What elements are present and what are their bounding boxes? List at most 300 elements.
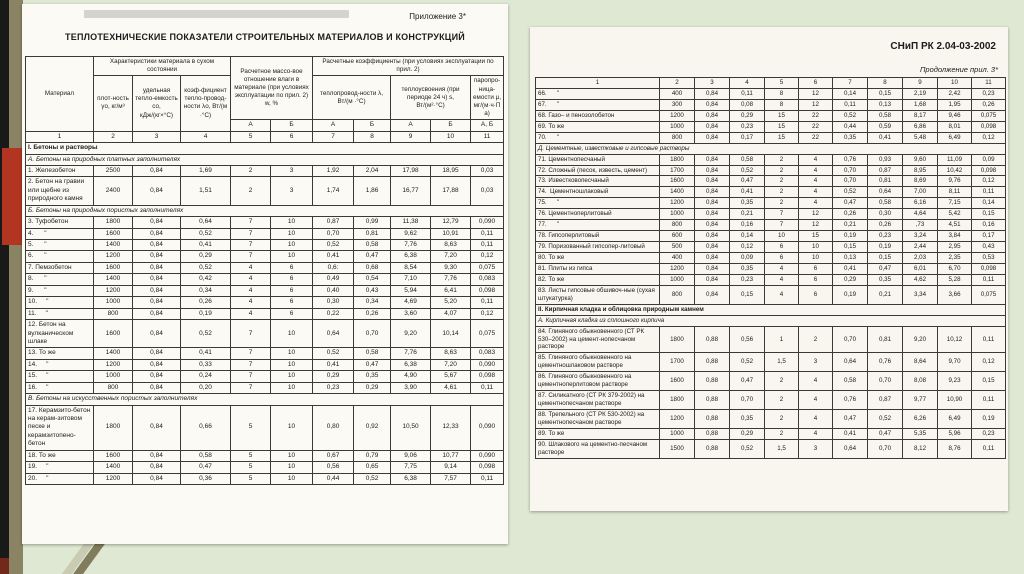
value-cell: 12 — [799, 99, 833, 110]
value-cell: 1600 — [94, 228, 133, 239]
value-cell: 6 — [765, 253, 799, 264]
value-cell: 4 — [765, 285, 799, 304]
column-number-cell: 11 — [471, 131, 504, 142]
value-cell: 0,09 — [972, 154, 1006, 165]
value-cell: 5 — [231, 450, 271, 461]
value-cell: 4,62 — [903, 274, 938, 285]
value-cell: 7,15 — [938, 198, 972, 209]
value-cell: 10 — [799, 242, 833, 253]
value-cell: 7,20 — [431, 359, 471, 370]
value-cell: 0,70 — [313, 228, 354, 239]
value-cell: 0,30 — [868, 209, 903, 220]
value-cell: 9,46 — [938, 110, 972, 121]
value-cell: 5,35 — [903, 428, 938, 439]
column-number-cell: 11 — [972, 78, 1006, 89]
value-cell: 8,64 — [903, 353, 938, 372]
value-cell: 0,84 — [695, 253, 730, 264]
value-cell: 8,17 — [903, 110, 938, 121]
table-row — [536, 187, 1006, 198]
section-header: I. Бетоны и растворы — [26, 143, 504, 154]
value-cell: 600 — [660, 231, 695, 242]
value-cell: 10 — [271, 462, 313, 473]
col-header-conductivity: коэф-фициент тепло-провод-ности λо, Вт/(м ·°С) — [181, 76, 231, 131]
value-cell: 10 — [271, 405, 313, 450]
value-cell: 4 — [231, 262, 271, 273]
value-cell: 15 — [765, 132, 799, 143]
value-cell: 3 — [799, 439, 833, 458]
value-cell: 800 — [660, 220, 695, 231]
value-cell: 7,57 — [431, 473, 471, 484]
value-cell: 0,23 — [972, 428, 1006, 439]
value-cell: 22 — [799, 121, 833, 132]
value-cell: 4 — [765, 274, 799, 285]
document-page-right — [530, 27, 1008, 511]
value-cell: 17,88 — [431, 177, 471, 205]
table-row — [26, 405, 504, 450]
value-cell: 6,41 — [431, 285, 471, 296]
value-cell: 0,84 — [695, 88, 730, 99]
table-row — [536, 439, 1006, 458]
value-cell: 1600 — [94, 320, 133, 348]
value-cell: 8,12 — [903, 439, 938, 458]
value-cell: 0,70 — [833, 165, 868, 176]
material-name-cell: 2. Бетон на гравии или щебне из природного камня — [26, 177, 94, 205]
column-number-cell: 9 — [391, 131, 431, 142]
value-cell: 0,84 — [695, 110, 730, 121]
value-cell: 0,075 — [972, 285, 1006, 304]
value-cell: 0,19 — [181, 308, 231, 319]
material-name-cell: 15. " — [26, 371, 94, 382]
material-name-cell: 83. Листы гипсовые обшивоч-ные (сухая штукатурка) — [536, 285, 660, 304]
value-cell: 2500 — [94, 165, 133, 176]
value-cell: 6 — [799, 263, 833, 274]
material-name-cell: 70. " — [536, 132, 660, 143]
value-cell: 0,23 — [730, 121, 765, 132]
table-row — [536, 428, 1006, 439]
value-cell: 0,88 — [695, 391, 730, 410]
value-cell: 0,11 — [972, 391, 1006, 410]
column-number-cell: 8 — [354, 131, 391, 142]
table-row — [536, 391, 1006, 410]
value-cell: 0,84 — [695, 285, 730, 304]
subsection-header: Б. Бетоны на природных пористых заполнителях — [26, 205, 504, 216]
value-cell: 0,34 — [181, 285, 231, 296]
value-cell: 12 — [799, 220, 833, 231]
value-cell: 4,90 — [391, 371, 431, 382]
value-cell: 15 — [765, 121, 799, 132]
value-cell: 0,52 — [730, 165, 765, 176]
subsection-header: Д. Цементные, известковые и гипсовые растворы — [536, 143, 1006, 154]
material-name-cell: 1. Железобетон — [26, 165, 94, 176]
materials-table-right — [535, 77, 1006, 459]
value-cell: 6 — [271, 285, 313, 296]
value-cell: 10 — [271, 240, 313, 251]
value-cell: 0,08 — [730, 99, 765, 110]
value-cell: 1200 — [94, 473, 133, 484]
value-cell: 1600 — [660, 372, 695, 391]
value-cell: 0,36 — [181, 473, 231, 484]
value-cell: 7,76 — [391, 240, 431, 251]
value-cell: 6 — [799, 285, 833, 304]
value-cell: 6 — [271, 297, 313, 308]
value-cell: 0,11 — [471, 240, 504, 251]
value-cell: 0,14 — [730, 231, 765, 242]
value-cell: 4 — [799, 391, 833, 410]
material-name-cell: 3. Туфобетон — [26, 217, 94, 228]
value-cell: 4 — [799, 165, 833, 176]
material-name-cell: 9. " — [26, 285, 94, 296]
value-cell: 5,28 — [938, 274, 972, 285]
value-cell: 2,19 — [903, 88, 938, 99]
value-cell: 0,14 — [833, 88, 868, 99]
ab-subcolumn-cell: А — [391, 120, 431, 131]
column-number-cell: 2 — [94, 131, 133, 142]
table-row — [536, 231, 1006, 242]
value-cell: 0,11 — [730, 88, 765, 99]
value-cell: 0,84 — [695, 121, 730, 132]
material-name-cell: 13. То же — [26, 348, 94, 359]
value-cell: 0,090 — [471, 450, 504, 461]
value-cell: 6,49 — [938, 410, 972, 429]
col-header-density: плот-ность γо, кг/м³ — [94, 76, 133, 131]
value-cell: ,73 — [903, 220, 938, 231]
material-name-cell: 12. Бетон на вулканическом шлаке — [26, 320, 94, 348]
material-name-cell: 4. " — [26, 228, 94, 239]
value-cell: 3 — [271, 165, 313, 176]
subsection-header: А. Бетоны на природных платных заполнителях — [26, 154, 504, 165]
value-cell: 5,42 — [938, 209, 972, 220]
value-cell: 0,090 — [471, 405, 504, 450]
value-cell: 10 — [271, 228, 313, 239]
column-number-cell: 2 — [660, 78, 695, 89]
value-cell: 0,52 — [181, 228, 231, 239]
value-cell: 7 — [231, 359, 271, 370]
value-cell: 0,42 — [181, 274, 231, 285]
value-cell: 7,20 — [431, 251, 471, 262]
value-cell: 0,76 — [868, 353, 903, 372]
value-cell: 2 — [765, 198, 799, 209]
value-cell: 4 — [799, 176, 833, 187]
value-cell: 0,84 — [695, 242, 730, 253]
value-cell: 2 — [231, 165, 271, 176]
value-cell: 0,35 — [730, 198, 765, 209]
column-number-cell: 7 — [833, 78, 868, 89]
table-row — [26, 228, 504, 239]
value-cell: 7,76 — [391, 348, 431, 359]
value-cell: 0,84 — [133, 462, 181, 473]
value-cell: 500 — [660, 242, 695, 253]
value-cell: 2 — [765, 372, 799, 391]
value-cell: 0,15 — [972, 209, 1006, 220]
table-row — [536, 410, 1006, 429]
value-cell: 0,52 — [313, 348, 354, 359]
value-cell: 0,41 — [313, 359, 354, 370]
value-cell: 1200 — [660, 263, 695, 274]
value-cell: 10 — [271, 320, 313, 348]
value-cell: 0,84 — [133, 308, 181, 319]
value-cell: 2 — [765, 176, 799, 187]
value-cell: 1200 — [94, 359, 133, 370]
value-cell: 1200 — [660, 198, 695, 209]
value-cell: 9,70 — [938, 353, 972, 372]
value-cell: 6 — [271, 262, 313, 273]
value-cell: 0,21 — [833, 220, 868, 231]
table-row — [26, 165, 504, 176]
value-cell: 0,03 — [471, 177, 504, 205]
value-cell: 9,20 — [391, 320, 431, 348]
value-cell: 11,38 — [391, 217, 431, 228]
value-cell: 0,33 — [181, 359, 231, 370]
material-name-cell: 10. " — [26, 297, 94, 308]
value-cell: 0,26 — [833, 209, 868, 220]
material-name-cell: 79. Поризованный гипсопер-литовый — [536, 242, 660, 253]
value-cell: 4,64 — [903, 209, 938, 220]
value-cell: 0,84 — [133, 217, 181, 228]
value-cell: 2,35 — [938, 253, 972, 264]
value-cell: 3,84 — [938, 231, 972, 242]
value-cell: 0,16 — [972, 220, 1006, 231]
value-cell: 16,77 — [391, 177, 431, 205]
value-cell: 10,50 — [391, 405, 431, 450]
value-cell: 0,81 — [868, 176, 903, 187]
value-cell: 0,22 — [313, 308, 354, 319]
value-cell: 0,41 — [730, 187, 765, 198]
value-cell: 0,58 — [730, 154, 765, 165]
value-cell: 6 — [799, 274, 833, 285]
value-cell: 6,01 — [903, 263, 938, 274]
value-cell: 10,14 — [431, 320, 471, 348]
value-cell: 6,38 — [391, 473, 431, 484]
value-cell: 10 — [271, 348, 313, 359]
value-cell: 0,84 — [133, 228, 181, 239]
table-row — [26, 462, 504, 473]
value-cell: 0,098 — [972, 165, 1006, 176]
col-group-dry-state: Характеристики материала в сухом состоянии — [94, 57, 231, 76]
value-cell: 0,70 — [868, 439, 903, 458]
value-cell: 1800 — [660, 154, 695, 165]
value-cell: 0,52 — [730, 353, 765, 372]
table-row — [536, 209, 1006, 220]
material-name-cell: 82. То же — [536, 274, 660, 285]
value-cell: 4 — [799, 154, 833, 165]
value-cell: 4,07 — [431, 308, 471, 319]
value-cell: 0,34 — [354, 297, 391, 308]
ab-subcolumn-cell: Б — [271, 120, 313, 131]
value-cell: 0,58 — [354, 240, 391, 251]
value-cell: 0,84 — [133, 320, 181, 348]
value-cell: 0,11 — [972, 439, 1006, 458]
value-cell: 8,01 — [938, 121, 972, 132]
section-row — [26, 143, 504, 154]
snip-code-label: СНиП РК 2.04-03-2002 — [890, 41, 996, 52]
value-cell: 0,23 — [313, 382, 354, 393]
value-cell: 0,52 — [868, 410, 903, 429]
material-name-cell: 7. Пемзобетон — [26, 262, 94, 273]
value-cell: 1000 — [660, 428, 695, 439]
value-cell: 0,66 — [181, 405, 231, 450]
material-name-cell: 6. " — [26, 251, 94, 262]
value-cell: 1,74 — [313, 177, 354, 205]
table-row — [536, 220, 1006, 231]
col-group-moisture: Расчетное массо-вое отношение влаги в материале (при условиях эксплуатации по прил. 2) w, % — [231, 57, 313, 120]
table-row — [26, 308, 504, 319]
value-cell: 0,47 — [354, 359, 391, 370]
value-cell: 9,20 — [903, 326, 938, 353]
value-cell: 0,79 — [354, 450, 391, 461]
materials-table-left — [25, 56, 504, 485]
value-cell: 22 — [799, 132, 833, 143]
value-cell: 2 — [765, 428, 799, 439]
value-cell: 0,87 — [313, 217, 354, 228]
table-row — [26, 348, 504, 359]
value-cell: 2 — [231, 177, 271, 205]
subsection-header: В. Бетоны на искусственных пористых заполнителях — [26, 394, 504, 405]
value-cell: 0,80 — [313, 405, 354, 450]
table-row — [26, 382, 504, 393]
value-cell: 10,90 — [938, 391, 972, 410]
value-cell: 1,5 — [765, 439, 799, 458]
column-number-cell: 1 — [536, 78, 660, 89]
value-cell: 1800 — [94, 405, 133, 450]
column-number-cell: 9 — [903, 78, 938, 89]
value-cell: 9,76 — [938, 176, 972, 187]
table-row — [536, 285, 1006, 304]
material-name-cell: 72. Сложный (песок, известь, цемент) — [536, 165, 660, 176]
table-row — [26, 262, 504, 273]
value-cell: 0,11 — [471, 473, 504, 484]
value-cell: 10 — [271, 371, 313, 382]
table-row — [26, 450, 504, 461]
value-cell: 800 — [660, 132, 695, 143]
value-cell: 0,098 — [972, 121, 1006, 132]
value-cell: 0,41 — [181, 348, 231, 359]
material-name-cell: 67. " — [536, 99, 660, 110]
value-cell: 4 — [799, 410, 833, 429]
value-cell: 7 — [231, 320, 271, 348]
page-title: ТЕПЛОТЕХНИЧЕСКИЕ ПОКАЗАТЕЛИ СТРОИТЕЛЬНЫХ МАТЕРИАЛОВ И КОНСТРУКЦИЙ — [65, 32, 465, 42]
value-cell: 0,35 — [730, 263, 765, 274]
value-cell: 0,19 — [868, 242, 903, 253]
value-cell: 800 — [94, 382, 133, 393]
value-cell: 10 — [271, 450, 313, 461]
table-row — [26, 177, 504, 205]
scan-artifact-bar — [84, 10, 349, 18]
value-cell: 0,30 — [313, 297, 354, 308]
value-cell: 0,70 — [354, 320, 391, 348]
value-cell: 800 — [94, 308, 133, 319]
value-cell: 0,84 — [133, 240, 181, 251]
value-cell: 0,88 — [695, 439, 730, 458]
material-name-cell: 14. " — [26, 359, 94, 370]
value-cell: 8 — [765, 99, 799, 110]
value-cell: 0,84 — [695, 187, 730, 198]
value-cell: 0,88 — [695, 410, 730, 429]
value-cell: 0,47 — [354, 251, 391, 262]
table-row — [536, 99, 1006, 110]
value-cell: 0,84 — [133, 473, 181, 484]
value-cell: 0,84 — [695, 165, 730, 176]
value-cell: 0,19 — [833, 231, 868, 242]
value-cell: 0,23 — [972, 88, 1006, 99]
value-cell: 7,00 — [903, 187, 938, 198]
value-cell: 0,098 — [471, 462, 504, 473]
value-cell: 400 — [660, 253, 695, 264]
value-cell: 8,08 — [903, 372, 938, 391]
table-row — [26, 297, 504, 308]
value-cell: 1200 — [660, 110, 695, 121]
value-cell: 0,52 — [833, 187, 868, 198]
value-cell: 5,20 — [431, 297, 471, 308]
value-cell: 0,84 — [695, 176, 730, 187]
value-cell: 10 — [271, 217, 313, 228]
value-cell: 8,54 — [391, 262, 431, 273]
value-cell: 1 — [765, 326, 799, 353]
value-cell: 9,30 — [431, 262, 471, 273]
column-number-cell: 3 — [695, 78, 730, 89]
value-cell: 1000 — [94, 297, 133, 308]
table-row — [536, 263, 1006, 274]
column-number-cell: 4 — [181, 131, 231, 142]
value-cell: 9,77 — [903, 391, 938, 410]
table-row — [26, 285, 504, 296]
material-name-cell: 71. Цементнопесчаный — [536, 154, 660, 165]
value-cell: 0,26 — [868, 220, 903, 231]
value-cell: 1,92 — [313, 165, 354, 176]
value-cell: 0,35 — [354, 371, 391, 382]
value-cell: 0,76 — [833, 391, 868, 410]
value-cell: 0,52 — [730, 439, 765, 458]
value-cell: 0,49 — [313, 274, 354, 285]
table-row — [536, 242, 1006, 253]
value-cell: 5,96 — [938, 428, 972, 439]
value-cell: 0,35 — [868, 274, 903, 285]
value-cell: 1200 — [660, 410, 695, 429]
material-name-cell: 69. То же — [536, 121, 660, 132]
value-cell: 15 — [799, 231, 833, 242]
value-cell: 0,65 — [354, 462, 391, 473]
column-number-cell: 10 — [431, 131, 471, 142]
value-cell: 0,88 — [695, 428, 730, 439]
value-cell: 0,58 — [868, 110, 903, 121]
value-cell: 0,76 — [833, 154, 868, 165]
value-cell: 0,54 — [354, 274, 391, 285]
table-row — [536, 326, 1006, 353]
value-cell: 0,47 — [868, 263, 903, 274]
value-cell: 0,52 — [833, 110, 868, 121]
material-name-cell: 17. Керамзито-бетон на керам-зитовом песке и керамзитопено-бетон — [26, 405, 94, 450]
value-cell: 4 — [231, 308, 271, 319]
value-cell: 12 — [799, 88, 833, 99]
material-name-cell: 8. " — [26, 274, 94, 285]
value-cell: 0,075 — [471, 262, 504, 273]
value-cell: 1700 — [660, 165, 695, 176]
value-cell: 0,14 — [972, 198, 1006, 209]
value-cell: 6,70 — [938, 263, 972, 274]
value-cell: 0,64 — [181, 217, 231, 228]
column-number-cell: 5 — [231, 131, 271, 142]
value-cell: 0,47 — [833, 198, 868, 209]
value-cell: 0,84 — [133, 262, 181, 273]
value-cell: 0,84 — [133, 297, 181, 308]
value-cell: 6,49 — [938, 132, 972, 143]
value-cell: 0,41 — [833, 263, 868, 274]
value-cell: 10 — [271, 251, 313, 262]
value-cell: 0,29 — [833, 274, 868, 285]
value-cell: 0,47 — [833, 410, 868, 429]
continuation-label: Продолжение прил. 3* — [920, 65, 998, 74]
value-cell: 0,44 — [313, 473, 354, 484]
value-cell: 0,84 — [133, 251, 181, 262]
